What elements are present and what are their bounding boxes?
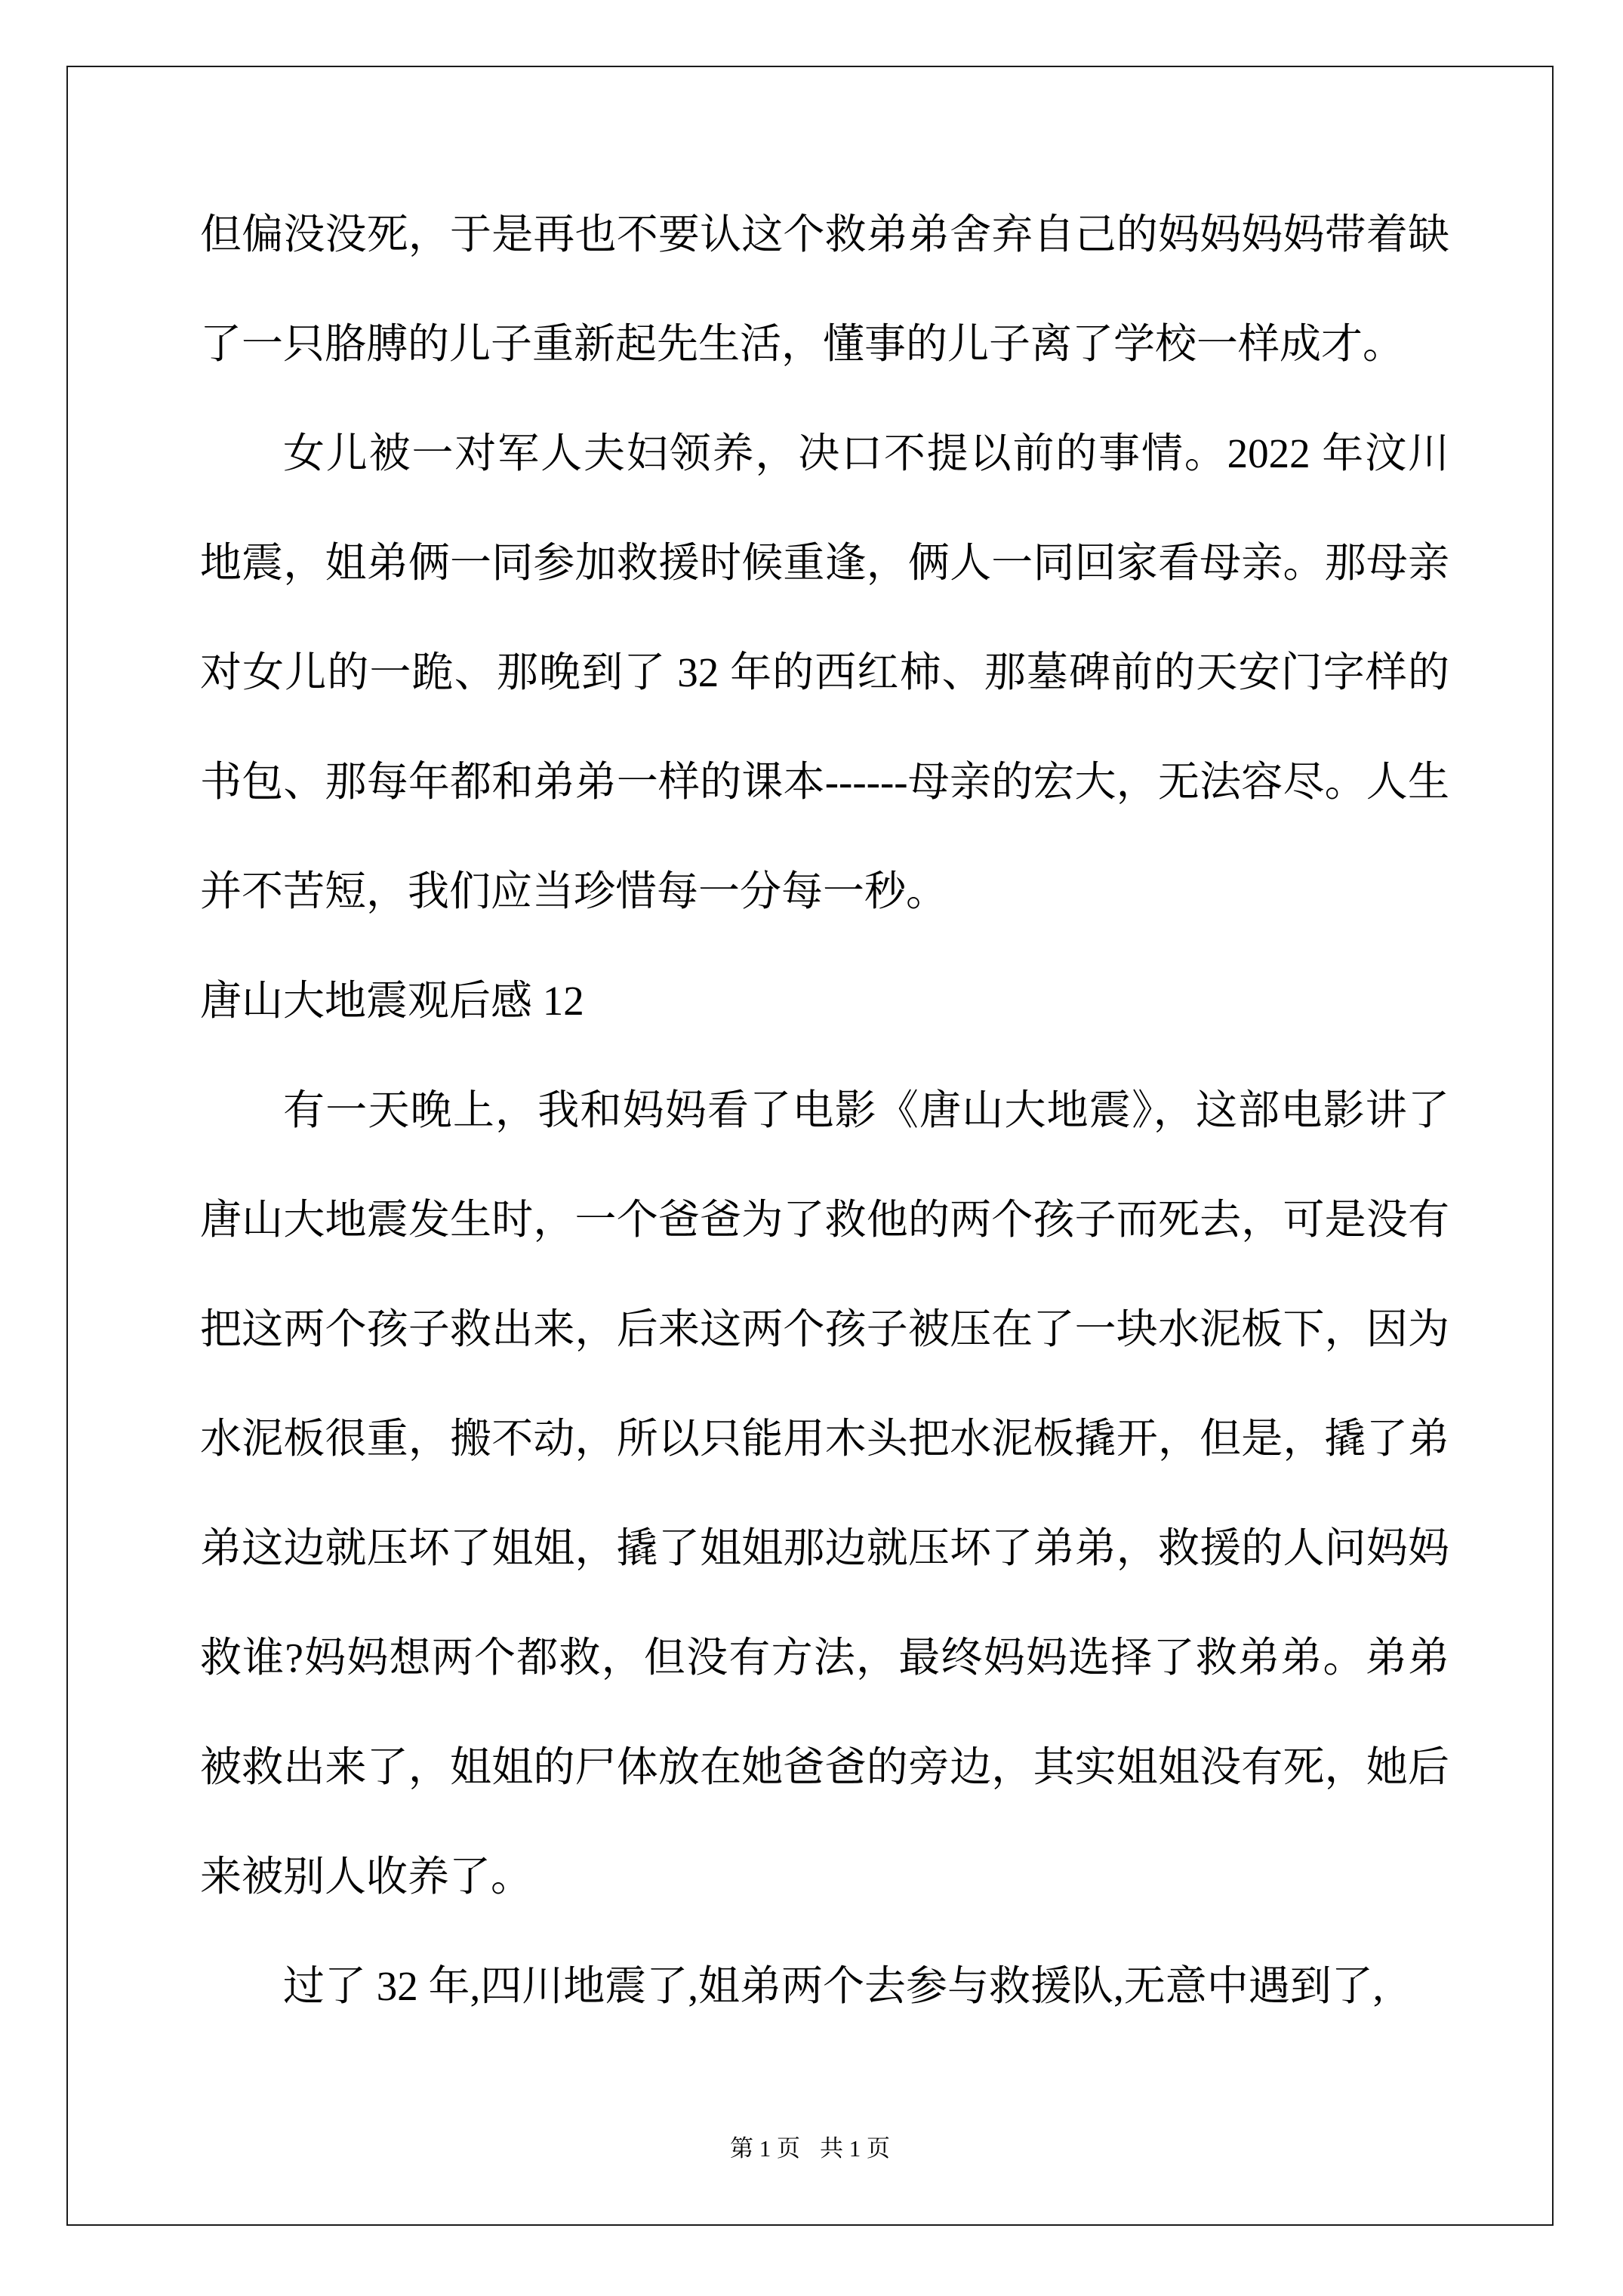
section-heading: 唐山大地震观后感 12: [200, 978, 584, 1024]
paragraph: 有一天晚上，我和妈妈看了电影《唐山大地震》，这部电影讲了唐山大地震发生时，一个爸爸为了救他的两个孩子而死去，可是没有把这两个孩子救出来，后来这两个孩子被压在了一块水泥板下，因为水泥板很重，搬不动，所以只能用木头把水泥板撬开，但是，撬了弟弟这边就压坏了姐姐，撬了姐姐那边就压坏了弟弟，救援的人问妈妈救谁?妈妈想两个都救，但没有方法，最终妈妈选择了救弟弟。弟弟被救出来了，姐姐的尸体放在她爸爸的旁边，其实姐姐没有死，她后来被别人收养了。: [200, 1087, 1449, 1900]
paragraph: 但偏没没死，于是再也不要认这个救弟弟舍弃自己的妈妈妈妈带着缺了一只胳膊的儿子重新起先生活，懂事的儿子离了学校一样成才。: [200, 211, 1449, 367]
paragraph: 女儿被一对军人夫妇领养，决口不提以前的事情。2022 年汶川地震，姐弟俩一同参加救援时候重逢，俩人一同回家看母亲。那母亲对女儿的一跪、那晚到了 32 年的西红柿、那墓碑前的天安门字样的书包、那每年都和弟弟一样的课本------母亲的宏大，无法容尽。人生并不苦短，我们应当珍惜每一分每一秒。: [200, 430, 1449, 914]
paragraph: 过了 32 年,四川地震了,姐弟两个去参与救援队,无意中遇到了,: [283, 1963, 1384, 2009]
page-number-label: 第 1 页: [730, 2135, 800, 2162]
total-pages-label: 共 1 页: [820, 2135, 890, 2162]
document-content: [200, 180, 1449, 2041]
page-footer: [66, 2134, 1554, 2164]
